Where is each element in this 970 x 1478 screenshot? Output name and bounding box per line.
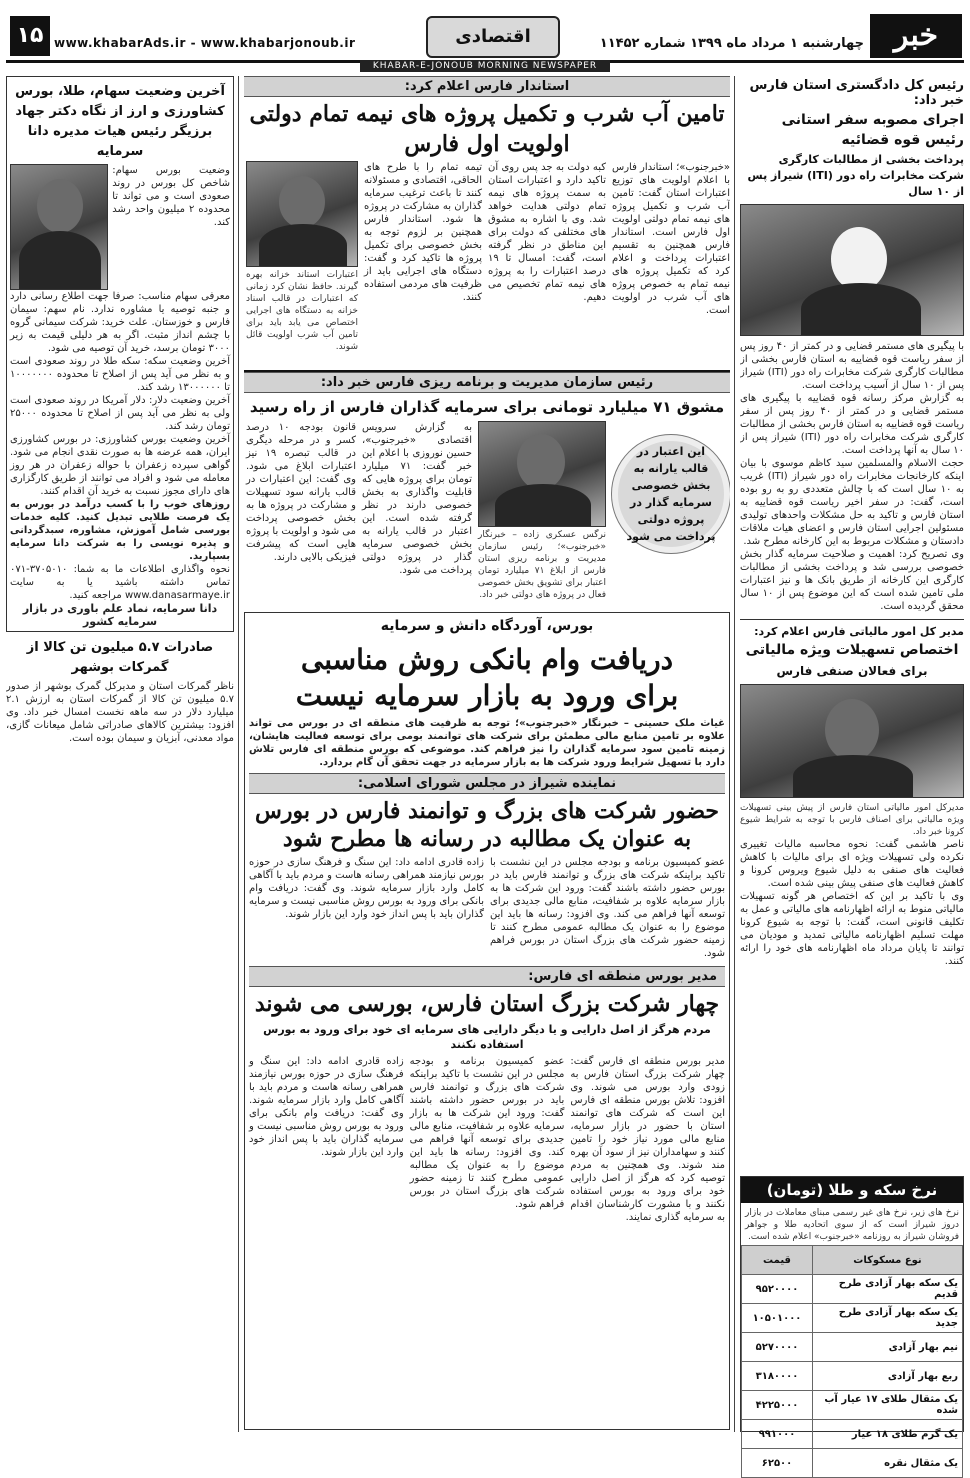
article-body: «خبرجنوب»؛ استاندار فارس با اعلام اولویت های توزیع اعتبارات استان گفت: تامین آب شرب و تکمیل پروژه های نیمه تمام دولتی اولویت اول فارس است. استاندار فارس همچنین به تقسیم اعتبارات پرداخت و اعلام کرد که تکمیل پروژه های نیمه تمام به خصوص پروژه های آب شرب در اولویت است. [612,162,730,316]
customs-article [6,638,234,745]
table-row [742,1420,963,1449]
masthead [6,14,964,63]
column-rule-right [734,76,735,1432]
head-shape [825,699,879,761]
governor-photo [246,161,358,267]
incentive-article [244,370,730,608]
article-body: عضو کمیسیون برنامه و بودجه مجلس در این نشست با تاکید براینکه شرکت های بزرگ و توانمند فارس باید در بورس حضور داشته باشند گفت: ورود این شرکت ها به بازار سرمایه علاوه بر شفافیت، منابع مالی جدیدی برای توسعه آنها فراهم می کند. وی افزود: رسانه ها باید این موضوع را به عنوان یک مطالبه عمومی مطرح کنند تا زمینه حضور شرکت های بزرگ استان در بورس فراهم شود. [409,1056,565,1210]
column-header-value: قیمت [742,1246,813,1275]
article-body: حجت الاسلام والمسلمین سید کاظم موسوی با بیان اینکه کارخانجات مخابرات راه دور شیراز (ITI) غریب به ۱۰ سال است که با چالش متعددی رو به رو بوده است، گفت: در سفر اخیر ریاست قوه قضاییه به استان فارس و تاکید به حل مشکلات واحدهای تولیدی مسئولین اجرایی استان فارس و اعضای هیات ملاقات دادستان و مشکلات مربوط به این کارخانه مطرح شد. [740,458,964,547]
article-body: با پیگیری های مستمر قضایی و در کمتر از ۴۰ روز پس از سفر ریاست قوه قضاییه به استان فارس بخشی از مطالبات کارگری شرکت مخابرات راه دور (ITI) شیراز پس از ۱۰ سال از آسیب پرداخت است. [740,341,964,391]
article-body: زاده قادری ادامه داد: این سنگ و فرهنگ سازی در حوزه بورس نیازمند همراهی رسانه هاست و مردم باید با آگاهی کامل وارد بازار سرمایه شوند. وی گفت: دریافت وام بانکی برای ورود به بورس روش مناسبی نیست و سرمایه گذاران باید با پس انداز خود وارد این بازار شوند. [248,1056,404,1158]
tax-director-photo [740,684,964,798]
article-headline: تامین آب شرب و تکمیل پروژه های نیمه تمام دولتی [249,101,725,127]
feature-kicker: بورس، آوردگاه دانش و سرمایه [380,618,594,634]
price-name: یک مثقال نقره [813,1449,963,1478]
analyst-photo [10,164,108,290]
article-kicker: مدیر بورس منطقه ای فارس: [249,966,725,987]
newspaper-logo: خبر [870,14,962,58]
photo-caption: مدیرکل امور مالیاتی استان فارس از پیش بینی تسهیلات ویژه مالیاتی برای اصناف فارس با توجه به شرایط شیوع کرونا خبر داد. [740,803,964,837]
table-row [742,1391,963,1420]
left-column [6,76,234,1432]
photo-block [246,161,358,353]
article-body: وضعیت بورس سهام: شاخص کل بورس در روند صعودی است و می تواند تا محدوده ۲ میلیون واحد رشد کند. [112,165,231,228]
photo-caption: نرگس عسکری زاده – خبرنگار «خبرجنوب»؛ رئیس سازمان مدیریت و برنامه ریزی استان فارس از ابلاغ ۷۱ میلیارد تومان اعتبار برای تشویق بخش خصوصی فعال در پروژه های دولتی خبر داد. [478,530,606,600]
price-name: نیم بهار آزادی [813,1333,963,1362]
masthead-strip: KHABAR-E-JONOUB MORNING NEWSPAPER [360,60,610,72]
price-name: یک مثقال طلای ۱۷ عیار آب شده [813,1391,963,1420]
article-body: زاده قادری ادامه داد: این سنگ و فرهنگ سازی در حوزه بورس نیازمند همراهی رسانه هاست و مردم باید با آگاهی کامل وارد بازار سرمایه شوند. وی گفت: دریافت وام بانکی برای ورود به بورس روش مناسبی نیست و سرمایه گذاران باید با پس انداز خود وارد این بازار شوند. [248,857,484,920]
article-body: روزهای خوب را با کسب درآمد در بورس به یک فرصت طلایی تبدیل کنید. کلیه خدمات بورسی شامل آموزش، مشاوره، سبدگردانی و پذیره نویسی را به شرکت دانا سرمایه بسپارید. [10,499,230,562]
article-body: به گزارش سرویس اقتصادی «خبرجنوب»، حسین نوروزی با اعلام این خبر گفت: ۷۱ میلیارد تومان برای پروژه هایی که قابلیت واگذاری به بخش خصوصی دارند در نظر گرفته شده است. این اعتبار در قالب یارانه به بخش خصوصی سرمایه گذار در پروژه دولتی پرداخت می شود. [362,422,472,576]
article-title: اختصاص تسهیلات ویژه مالیاتی [745,642,959,658]
price-value: ۴۲۲۵۰۰۰ [742,1391,813,1420]
center-column [244,76,730,1432]
date-line: چهارشنبه ۱ مرداد ماه ۱۳۹۹ شماره ۱۱۴۵۲ [599,36,864,51]
price-name: یک سکه بهار آزادی طرح جدید [813,1304,963,1333]
article-body: عضو کمیسیون برنامه و بودجه مجلس در این نشست با تاکید براینکه شرکت های بزرگ و توانمند فارس باید در بورس حضور داشته باشند گفت: ورود این شرکت ها به بازار سرمایه علاوه بر شفافیت، منابع مالی جدیدی برای توسعه آنها فراهم می کند. وی افزود: رسانه ها باید این موضوع را به عنوان یک مطالبه عمومی مطرح کنند تا زمینه حضور شرکت های بزرگ استان در بورس فراهم شود. [490,857,725,959]
head-shape [37,179,83,233]
article-headline: چهار شرکت بزرگ استان فارس، بورسی می شوند [254,991,720,1017]
article-body: معرفی سهام مناسب: صرفا جهت اطلاع رسانی دارد و جنبه توصیه یا مشاوره ندارد. نام سهم: سیمان فارس و خوزستان. علت خرید: شرکت سیمانی گروه با چشم انداز مثبت. اگر به هر دلیلی قیمت به زیر ۳۰۰۰ تومان برسد، خرید آن توصیه می شود. [10,291,230,354]
suit-shape [19,231,101,289]
article-kicker: استاندار فارس اعلام کرد: [244,76,730,97]
column-header-name: نوع مسکوکات [813,1246,963,1275]
article-title: اجرای مصوبه سفر استانی رئیس قوه قضائیه [781,112,964,148]
article-body: تیمه تمام را با طرح های الحاقی، اقتصادی و مسئولانه کنند تا باعث ترغیب سرمایه گذاران به مشارکت در پروژه ها شود. استاندار فارس همچنین بر لزوم توجه به بخش خصوصی برای تکمیل پروژه ها تاکید کرد و گفت: دستگاه های اجرایی باید از ظرفیت های مردمی استفاده کنند. [364,162,482,303]
article-columns [249,856,725,960]
contact-line: نحوه واگذاری اطلاعات ما به شما: ۳۷۰۵۰۱۰-۰۷۱ تماس داشته باشید یا به سایت www.danasarmaye.ir مراجعه کنید. [10,564,230,601]
robe-shape [801,283,921,335]
photo-caption: اعتبارات استاند خزانه بهره گیرند. حافظ نشان کرد زمانی که اعتبارات در قالب اسناد خزانه به دستگاه های اجرایی اختصاص می یابد باید برای تامین آب شرب اولویت قائل شوند. [246,270,358,352]
article-top [10,164,230,290]
article-columns [249,1055,725,1224]
planning-chief-photo [478,421,606,527]
table-row [742,1449,963,1478]
suit-shape [259,224,347,266]
article-kicker: نماینده شیراز در مجلس شورای اسلامی: [249,773,725,794]
quote-block [612,421,730,591]
feature-headline: برای ورود به بازار سرمایه نیست [295,679,679,712]
article-kicker: رئیس سازمان مدیریت و برنامه ریزی فارس خبر داد: [244,372,730,393]
water-article [244,76,730,370]
turban-shape [831,227,887,291]
price-name: یک گرم طلای ۱۸ عیار [813,1420,963,1449]
article-body: مدیر بورس منطقه ای فارس گفت: چهار شرکت بزرگ استان فارس به زودی وارد بورس می شوند. وی افزود: تلاش بورس منطقه ای فارس این است که شرکت های توانمند استان با حضور در بازار سرمایه، منابع مالی مورد نیاز خود را تامین کنند و سهامداران نیز از سود آن بهره مند شوند. وی همچنین به مردم توصیه کرد که هرگز از اصل دارایی خود برای ورود به بورس استفاده نکنند و با مشورت کارشناسان اقدام به سرمایه گذاری نمایند. [570,1056,725,1223]
table-header-row [742,1246,963,1275]
price-value: ۱۰۵۰۱۰۰۰ [742,1304,813,1333]
table-row [742,1304,963,1333]
article-body: ناصر هاشمی گفت: نحوه محاسبه مالیات تغییری نکرده ولی تسهیلات ویژه ای برای مالیات با کاهش فعالیت های صنفی به دلیل شیوع ویروس کرونا و کاهش فعالیت های صنفی پیش بینی شده است. [740,839,964,889]
stock-market-feature [244,612,730,1430]
price-value: ۳۱۸۰۰۰۰ [742,1362,813,1391]
price-value: ۵۲۷۰۰۰۰ [742,1333,813,1362]
article-body: آخرین وضعیت سکه: سکه طلا در روند صعودی است و به نظر می آید پس از اصلاح تا محدوده ۱۰۰۰۰۰۰۰ تا ۱۳۰۰۰۰۰۰ رشد کند. [10,356,230,393]
article-subtitle: پرداخت بخشی از مطالبات کارگری شرکت مخابرات راه دور (ITI) شیراز پس از ۱۰ سال [747,153,964,198]
page-number: ۱۵ [10,16,50,56]
prices-table [741,1245,963,1478]
article-kicker: مدیر کل امور مالیاتی فارس اعلام کرد: [754,625,964,638]
suit-shape [793,755,913,797]
price-name: یک سکه بهار آزادی طرح قدیم [813,1275,963,1304]
slogan: دانا سرمایه، نماد علم باوری در بازار سرمایه کشور [22,602,218,628]
section-title: اقتصادی [426,16,560,58]
gold-price-box [740,1176,964,1469]
article-headline: حضور شرکت های بزرگ و توانمند فارس در بورس [254,798,720,824]
table-row [742,1362,963,1391]
feature-headline: دریافت وام بانکی روش مناسبی [300,643,674,676]
price-value: ۹۹۱۰۰۰ [742,1420,813,1449]
head-shape [517,434,565,490]
price-value: ۶۲۵۰۰ [742,1449,813,1478]
dana-article [6,76,234,632]
tax-article [740,619,964,968]
table-row [742,1275,963,1304]
feature-dek: غیاث ملک حسینی – خبرنگار «خبرجنوب»؛ توجه به ظرفیت های منطقه ای در بورس می تواند علاوه بر تامین منابع مالی مطمئن برای شرکت های توانمند بومی برای توسعه فعالیت هایشان، زمینه تامین سود سرمایه گذاران را نیز فراهم کند. موضوعی که بورس منطقه ای فارس تلاش دارد با تسهیل شرایط ورود شرکت ها به بازار سرمایه در جهت تحقق آن گام بردارد. [249,718,725,768]
pull-quote: این اعتبار در قالب یارانه به بخش خصوصی سرمایه گذار در پروژه دولتی پرداخت می شود [612,435,730,553]
article-body: کبه دولت به جد پس روی آن تاکید دارد و اعتبارات استان به سمت پروژه های نیمه تمام دولتی هدایت خواهد شد. وی با اشاره به مشوق های مختلفی که دولت برای این مناطق در نظر گرفته است، گفت: امسال تا ۱۹ درصد اعتبارات را به پروژه های نیمه تمام تخصیص می دهیم. [488,162,606,303]
article-columns [244,161,730,353]
article-body: وی با تاکید بر این که اختصاص هر گونه تسهیلات مالیاتی منوط به ارائه اظهارنامه های مالیاتی و عمل به تکلیف قانونی است، گفت: با توجه به شیوع کرونا مهلت تسلیم اظهارنامه مالیاتی تمدید و مودیان می توانند تا پایان مرداد ماه اظهارنامه های خود را ارائه کنند. [740,891,964,967]
prices-note: نرخ های زیر، نرخ های غیر رسمی مبنای معاملات در بازار دروز شیراز است که از سوی اتحادیه طلا و جواهر فروشان شیراز به روزنامه «خبرجنوب» اعلام شده است. [745,1208,959,1242]
article-body: به گزارش مرکز رسانه قوه قضاییه با پیگیری های مستمر قضایی و در کمتر از ۴۰ روز پس از سفر ریاست قوه قضاییه به استان فارس بخشی از مطالبات کارگری شرکت مخابرات راه دور (ITI) شیراز پس از ۱۰ سال به آنها پرداخت است. [740,393,964,456]
table-row [742,1333,963,1362]
article-title: صادرات ۵.۷ میلیون تن کالا از گمرکات بوشهر [26,640,214,675]
column-rule-left [238,76,239,1432]
article-title: آخرین وضعیت سهام، طلا، بورس کشاورزی و ارز از نگاه دکتر جهاد برزیگر رئیس هیات مدیره دانا سرمایه [15,84,225,159]
article-body: وی تصریح کرد: اهمیت و صلاحیت سرمایه گذار بخش خصوصی بررسی شد و پرداخت بخشی از مطالبات کارگری این کارخانه از طریق بانک ها و نیز اعتبارات ملی تامین شده است که این موضوع پس از ۱۰ سال محقق گردیده است. [740,549,964,612]
suit-shape [495,484,591,526]
head-shape [279,176,325,228]
article-body: قانون بودجه ۱۰ درصد کسر و در مرحله دیگری در قالب تبصره ۱۹ نیز اعتبارات ابلاغ می شود. وی گفت: این اعتبارات در قالب یارانه سود تسهیلات و مشارکت در پروژه ها به بخش خصوصی پرداخت می شود و اولویت با پروژه هایی است که پیشرفت فیزیکی بالایی دارند. [246,422,356,563]
article-headline: به عنوان یک مطالبه در رسانه ها مطرح شود [282,826,692,852]
article-dek: مردم هرگز از اصل دارایی و یا دیگر دارایی های سرمایه ای خود برای ورود به بورس استفاده نکنند [263,1023,711,1051]
article-body: آخرین وضعیت دلار: دلار آمریکا در روند صعودی است ولی به نظر می آید پس از اصلاح تا محدوده ۲۵۰۰۰ تومان رشد کند. [10,395,230,432]
website-links[interactable]: www.khabarAds.ir - www.khabarjonoub.ir [54,36,356,50]
prices-unit: (تومان) [766,1181,824,1199]
price-value: ۹۵۲۰۰۰۰ [742,1275,813,1304]
article-subtitle: برای فعالان صنفی فارس [776,664,928,678]
judiciary-chief-photo [740,204,964,336]
prices-header [741,1177,963,1203]
article-headline: مشوق ۷۱ میلیارد تومانی برای سرمایه گذاران فارس از راه رسید [249,398,725,416]
price-name: ربع بهار آزادی [813,1362,963,1391]
article-body: ناظر گمرکات استان و مدیرکل گمرک بوشهر از صدور ۵.۷ میلیون تن کالا از گمرکات استان به ارزش ۲.۱ میلیارد دلار در سه ماهه نخست امسال خبر داد. وی افزود: بیشترین کالاهای صادراتی شامل میعانات گازی، مواد معدنی، آبزیان و سیمان بوده است. [6,681,234,744]
article-kicker: رئیس کل دادگستری استان فارس خبر داد: [749,78,964,108]
article-columns [244,421,730,601]
article-headline: اولویت اول فارس [404,131,570,157]
prices-title: نرخ سکه و طلا [828,1181,938,1199]
photo-block [478,421,606,601]
article-body: آخرین وضعیت بورس کشاورزی: در بورس کشاورزی ایران، همه عرضه ها به صورت نقدی انجام می شود. گواهی سپرده زعفران با حواله زعفران در هر روز معامله می شود و افراد می توانند از طریق کارگزاری های دارای مجوز نسبت به خرید آن اقدام کنند. [10,434,230,497]
